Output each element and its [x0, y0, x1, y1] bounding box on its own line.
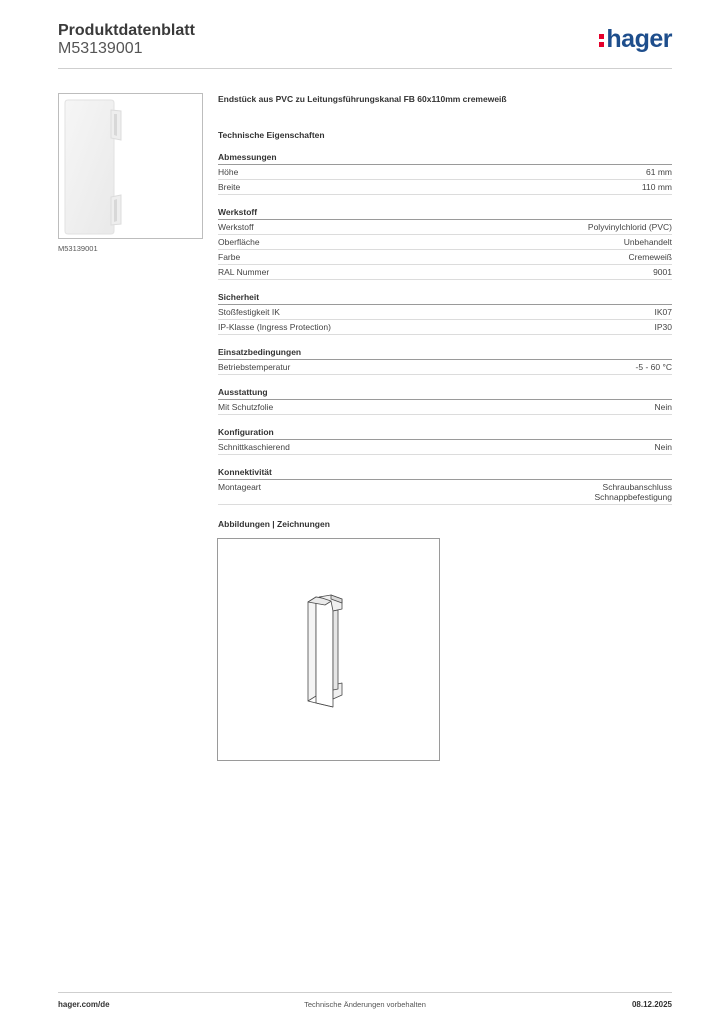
group-configuration [218, 427, 672, 455]
thumbnail-caption: M53139001 [58, 244, 98, 253]
document-number: M53139001 [58, 40, 143, 57]
property-row [218, 235, 672, 250]
figures-heading: Abbildungen | Zeichnungen [218, 519, 330, 529]
product-description: Endstück aus PVC zu Leitungsführungskanal FB 60x110mm cremeweiß [218, 94, 507, 104]
property-row [218, 165, 672, 180]
group-connectivity [218, 467, 672, 505]
property-value: 110 mm [641, 182, 672, 192]
property-value: Nein [654, 442, 672, 452]
group-operating-conditions [218, 347, 672, 375]
property-label: Werkstoff [218, 222, 254, 232]
logo-dots-icon [599, 32, 604, 48]
group-dimensions [218, 152, 672, 195]
group-title: Konnektivität [218, 467, 672, 480]
technical-drawing [217, 538, 440, 761]
property-row [218, 220, 672, 235]
property-label: Betriebstemperatur [218, 362, 291, 372]
property-label: Montageart [218, 482, 261, 492]
property-row [218, 400, 672, 415]
page-header [58, 22, 672, 70]
property-value: IK07 [654, 307, 672, 317]
property-row [218, 360, 672, 375]
footer-notice: Technische Änderungen vorbehalten [304, 1000, 426, 1009]
group-title: Werkstoff [218, 207, 672, 220]
property-row [218, 440, 672, 455]
property-row [218, 305, 672, 320]
property-label: Mit Schutzfolie [218, 402, 274, 412]
property-value: Unbehandelt [623, 237, 672, 247]
property-value: -5 - 60 °C [635, 362, 672, 372]
page-footer [58, 992, 672, 1012]
end-cap-photo-icon [59, 94, 202, 238]
group-title: Ausstattung [218, 387, 672, 400]
property-row [218, 180, 672, 195]
group-equipment [218, 387, 672, 415]
group-safety [218, 292, 672, 335]
property-label: Breite [218, 182, 241, 192]
group-material [218, 207, 672, 280]
property-label: IP-Klasse (Ingress Protection) [218, 322, 331, 332]
property-value: Cremeweiß [628, 252, 672, 262]
property-value: 61 mm [646, 167, 672, 177]
property-value: Polyvinylchlorid (PVC) [587, 222, 672, 232]
hager-logo [599, 25, 672, 54]
property-label: Schnittkaschierend [218, 442, 290, 452]
footer-website[interactable]: hager.com/de [58, 1000, 110, 1009]
property-value: Nein [654, 402, 672, 412]
group-title: Abmessungen [218, 152, 672, 165]
header-divider [58, 68, 672, 69]
tech-properties-heading: Technische Eigenschaften [218, 130, 325, 140]
property-value-line: Schnappbefestigung [594, 492, 672, 502]
property-label: Höhe [218, 167, 239, 177]
technical-content [218, 94, 672, 505]
group-title: Sicherheit [218, 292, 672, 305]
property-label: Farbe [218, 252, 241, 262]
logo-text: hager [606, 25, 672, 53]
property-label: Stoßfestigkeit IK [218, 307, 280, 317]
product-thumbnail [58, 93, 203, 239]
group-title: Konfiguration [218, 427, 672, 440]
property-row [218, 265, 672, 280]
end-cap-drawing-icon [218, 539, 439, 760]
footer-date: 08.12.2025 [631, 1000, 672, 1009]
property-label: RAL Nummer [218, 267, 270, 277]
property-value: IP30 [654, 322, 672, 332]
property-label: Oberfläche [218, 237, 260, 247]
group-title: Einsatzbedingungen [218, 347, 672, 360]
property-value [594, 482, 672, 502]
document-title: Produktdatenblatt [58, 22, 195, 39]
property-row [218, 480, 672, 505]
property-value-line: Schraubanschluss [602, 482, 672, 492]
property-value: 9001 [653, 267, 672, 277]
property-row [218, 320, 672, 335]
property-row [218, 250, 672, 265]
